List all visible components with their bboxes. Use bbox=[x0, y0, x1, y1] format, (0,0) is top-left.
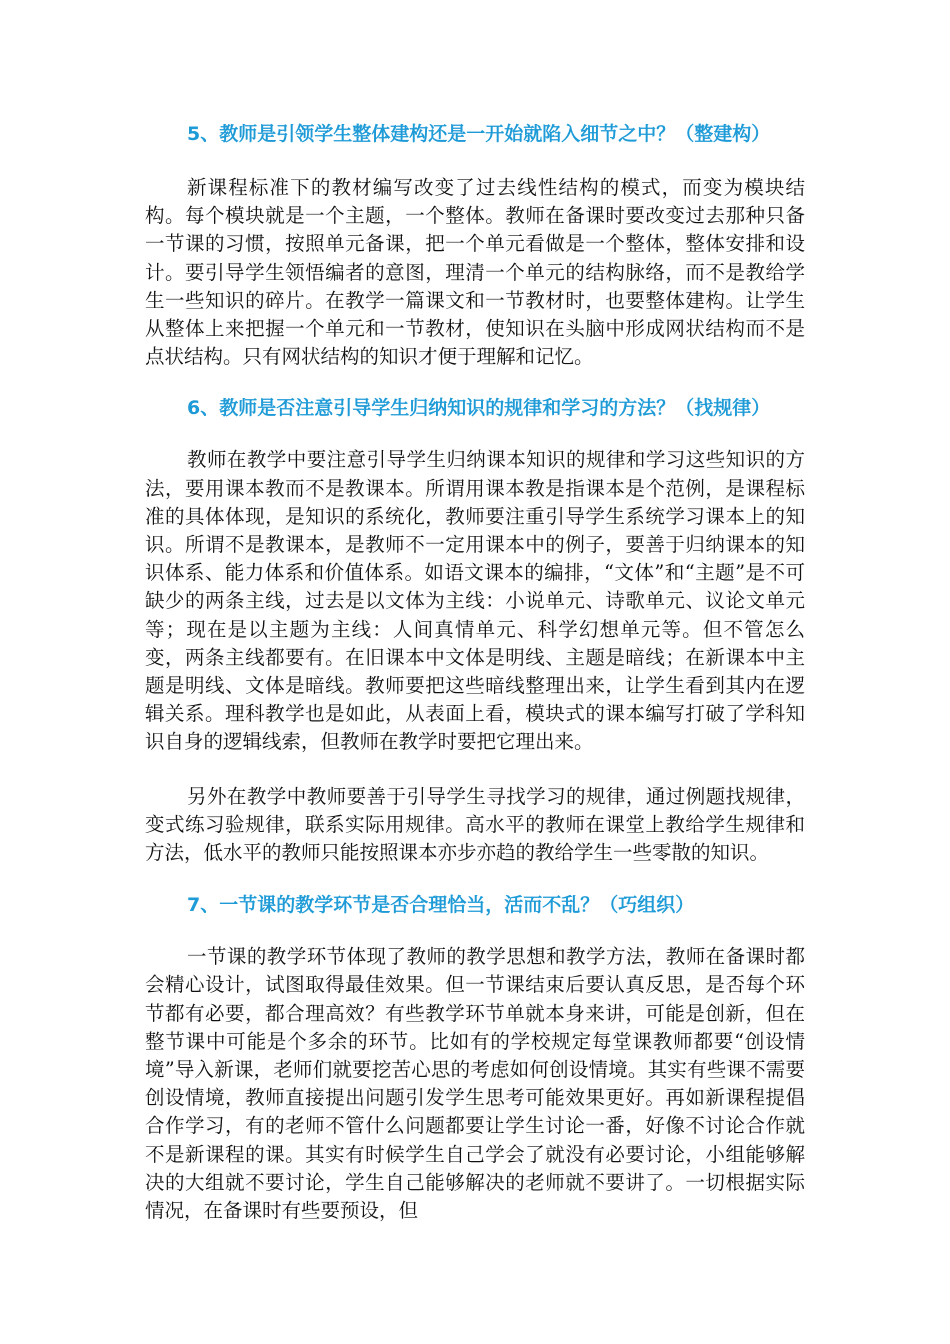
section-5-paragraph: 新课程标准下的教材编写改变了过去线性结构的模式，而变为模块结构。每个模块就是一个主题，一个整体。教师在备课时要改变过去那种只备一节课的习惯，按照单元备课，把一个单元看做是一个整体，整体安排和设计。要引导学生领悟编者的意图，理清一个单元的结构脉络，而不是教给学生一些知识的碎片。在教学一篇课文和一节教材时，也要整体建构。让学生从整体上来把握一个单元和一节教材，使知识在头脑中形成网状结构而不是点状结构。只有网状结构的知识才便于理解和记忆。 bbox=[145, 176, 805, 369]
section-5-heading: 5、教师是引领学生整体建构还是一开始就陷入细节之中？（整建构） bbox=[187, 123, 771, 145]
section-7-heading: 7、一节课的教学环节是否合理恰当，活而不乱？（巧组织） bbox=[187, 894, 695, 917]
section-6-paragraph-1: 教师在教学中要注意引导学生归纳课本知识的规律和学习这些知识的方法，要用课本教而不是教课本。所谓用课本教是指课本是个范例，是课程标准的具体体现，是知识的系统化，教师要注重引导学生系统学习课本上的知识。所谓不是教课本，是教师不一定用课本中的例子，要善于归纳课本的知识体系、能力体系和价值体系。如语文课本的编排，“文体”和“主题”是不可缺少的两条主线，过去是以文体为主线：小说单元、诗歌单元、议论文单元等；现在是以主题为主线：人间真情单元、科学幻想单元等。但不管怎么变，两条主线都要有。在旧课本中文体是明线、主题是暗线；在新课本中主题是明线、文体是暗线。教师要把这些暗线整理出来，让学生看到其内在逻辑关系。理科教学也是如此，从表面上看，模块式的课本编写打破了学科知识自身的逻辑线索，但教师在教学时要把它理出来。 bbox=[145, 448, 805, 754]
section-6-heading: 6、教师是否注意引导学生归纳知识的规律和学习的方法？（找规律） bbox=[187, 397, 771, 420]
section-7-paragraph: 一节课的教学环节体现了教师的教学思想和教学方法，教师在备课时都会精心设计，试图取得最佳效果。但一节课结束后要认真反思，是否每个环节都有必要，都合理高效？有些教学环节单就本身来讲，可能是创新，但在整节课中可能是个多余的环节。比如有的学校规定每堂课教师都要“创设情境”导入新课，老师们就要挖苦心思的考虑如何创设情境。其实有些课不需要创设情境，教师直接提出问题引发学生思考可能效果更好。再如新课程提倡合作学习，有的老师不管什么问题都要让学生讨论一番，好像不讨论合作就不是新课程的课。其实有时候学生自己学会了就没有必要讨论，小组能够解决的大组就不要讨论，学生自己能够解决的老师就不要讲了。一切根据实际情况，在备课时有些要预设，但 bbox=[145, 945, 805, 1223]
section-6-paragraph-2: 另外在教学中教师要善于引导学生寻找学习的规律，通过例题找规律，变式练习验规律，联系实际用规律。高水平的教师在课堂上教给学生规律和方法，低水平的教师只能按照课本亦步亦趋的教给学生一些零散的知识。 bbox=[145, 784, 805, 865]
document-body bbox=[145, 120, 805, 1251]
